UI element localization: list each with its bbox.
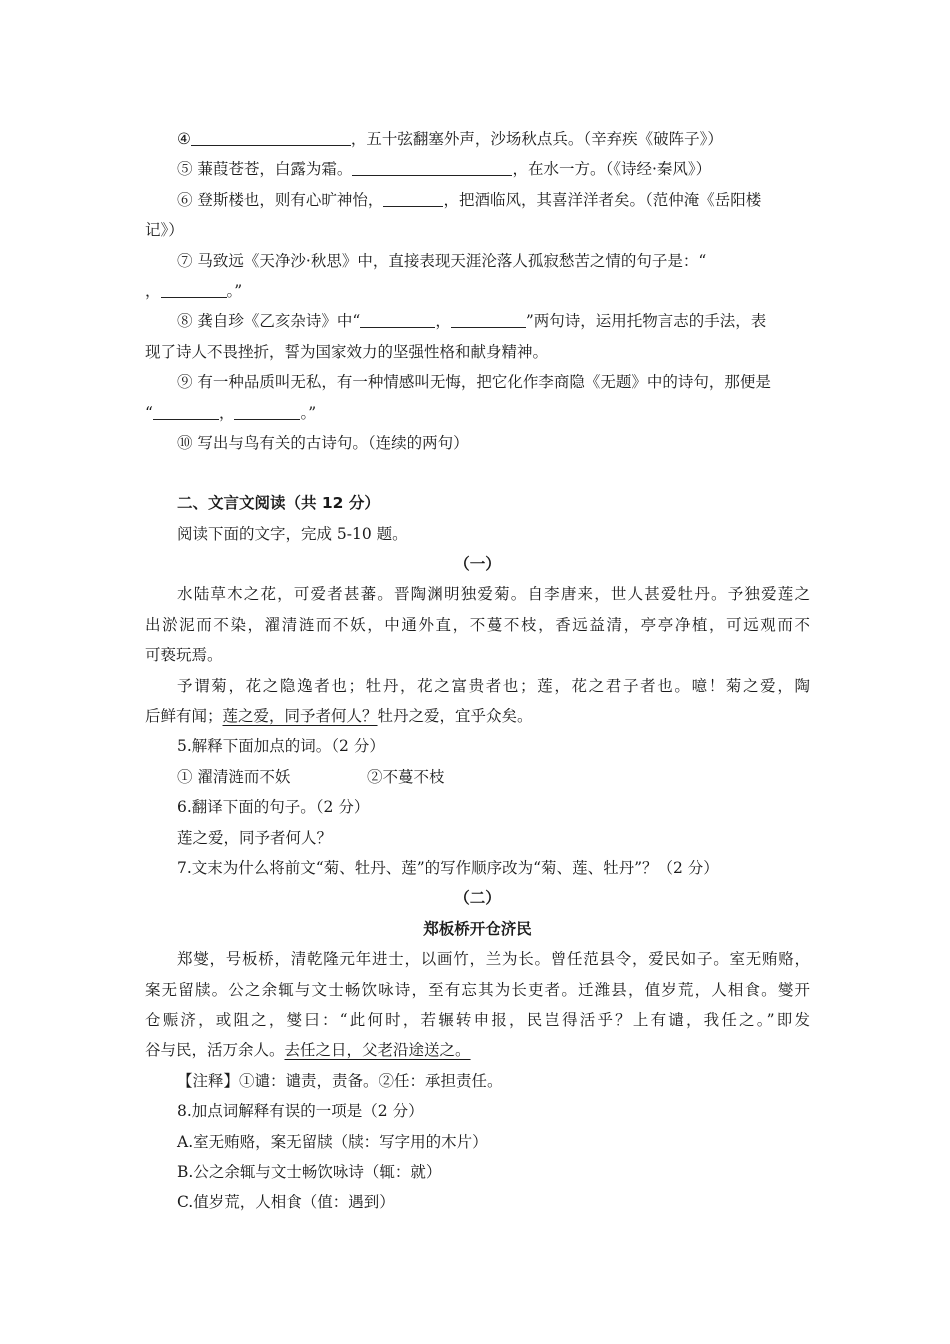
answer-blank[interactable] [383, 189, 443, 207]
passage-title: 郑板桥开仓济民 [423, 919, 532, 938]
question-8-option-c: C.值岁荒，人相食（值：遇到） [177, 1193, 395, 1212]
answer-blank[interactable] [360, 310, 435, 328]
passage-line: 仓赈济，或阻之，燮曰：“此何时，若辗转申报，民岂得活乎？上有谴，我任之。”即发 [145, 1010, 810, 1029]
item-text: ”两句诗，运用托物言志的手法，表 [525, 312, 767, 331]
passage-line: 案无留牍。公之余辄与文士畅饮咏诗，至有忘其为长吏者。迁潍县，值岁荒，人相食。燮开 [145, 980, 810, 999]
answer-blank[interactable] [451, 310, 526, 328]
poetry-item-6-cont: 记》） [145, 221, 184, 240]
item-text: ⑥ 登斯楼也，则有心旷神怡， [177, 190, 384, 209]
question-8-option-a: A.室无贿赂，案无留牍（牍：写字用的木片） [177, 1132, 488, 1151]
question-7: 7.文末为什么将前文“菊、牡丹、莲”的写作顺序改为“菊、莲、牡丹”？（2 分） [177, 858, 719, 877]
section-heading: 二、文言文阅读（共 12 分） [177, 494, 380, 513]
item-text: ， [218, 403, 235, 422]
question-option: ① 濯清涟而不妖 [177, 767, 291, 786]
item-text: ， [145, 281, 161, 300]
annotation-note: 【注释】①谴：谴责，责备。②任：承担责任。 [177, 1071, 503, 1090]
passage-label: （二） [454, 889, 501, 908]
poetry-item-4 [145, 124, 810, 154]
item-text: 。” [226, 281, 243, 300]
answer-blank[interactable] [234, 402, 300, 420]
poetry-item-8-cont: 现了诗人不畏挫折，誓为国家效力的坚强性格和献身精神。 [145, 342, 549, 361]
underlined-sentence: 去任之日，父老沿途送之。 [284, 1041, 471, 1060]
question-5: 5.解释下面加点的词。（2 分） [177, 737, 385, 756]
passage-line [145, 1035, 810, 1065]
question-5-options [145, 762, 810, 792]
passage-text: 后鲜有闻； [145, 707, 223, 726]
poetry-item-10: ⑩ 写出与鸟有关的古诗句。（连续的两句） [177, 433, 469, 452]
item-text: ，五十弦翻塞外声，沙场秋点兵。（辛弃疾《破阵子》） [350, 130, 723, 148]
passage-text: 谷与民，活万余人。 [145, 1041, 285, 1060]
question-8-option-b: B.公之余辄与文士畅饮咏诗（辄：就） [177, 1162, 442, 1181]
item-text: “ [145, 403, 153, 422]
poetry-item-9: ⑨ 有一种品质叫无私，有一种情感叫无悔，把它化作李商隐《无题》中的诗句，那便是 [177, 373, 771, 392]
passage-line [145, 701, 810, 731]
question-6-text: 莲之爱，同予者何人？ [177, 828, 333, 847]
poetry-item-8 [145, 306, 810, 336]
item-text: ， [435, 312, 451, 331]
question-6: 6.翻译下面的句子。（2 分） [177, 798, 370, 817]
item-text: ⑤ 蒹葭苍苍，白露为霜。 [177, 160, 353, 179]
item-text: ，在水一方。（《诗经·秦风》） [512, 160, 712, 179]
passage-text: 牡丹之爱，宜乎众矣。 [377, 707, 533, 726]
answer-blank[interactable] [352, 158, 512, 176]
item-text: ⑧ 龚自珍《乙亥杂诗》中“ [177, 312, 361, 331]
answer-blank[interactable] [191, 128, 351, 146]
item-text: ，把酒临风，其喜洋洋者矣。（范仲淹《岳阳楼 [443, 190, 762, 209]
document-page [145, 124, 810, 1218]
spacer [145, 458, 810, 488]
passage-label: （一） [454, 555, 501, 574]
passage-line: 予谓菊，花之隐逸者也；牡丹，花之富贵者也；莲，花之君子者也。噫！菊之爱，陶 [177, 676, 810, 695]
poetry-item-7: ⑦ 马致远《天净沙·秋思》中，直接表现天涯沦落人孤寂愁苦之情的句子是：“ [177, 251, 707, 270]
item-number: ④ [177, 130, 191, 148]
passage-line: 水陆草木之花，可爱者甚蕃。晋陶渊明独爱菊。自李唐来，世人甚爱牡丹。予独爱莲之 [177, 585, 810, 604]
item-text: 。” [300, 403, 317, 422]
answer-blank[interactable] [161, 280, 227, 298]
underlined-sentence: 莲之爱，同予者何人？ [222, 707, 378, 726]
question-option: ②不蔓不枝 [367, 767, 445, 786]
question-8: 8.加点词解释有误的一项是（2 分） [177, 1102, 424, 1121]
poetry-item-6 [145, 185, 810, 215]
answer-blank[interactable] [153, 402, 219, 420]
poetry-item-5 [145, 154, 810, 184]
passage-line: 郑燮，号板桥，清乾隆元年进士，以画竹，兰为长。曾任范县令，爱民如子。室无贿赂， [177, 950, 810, 969]
poetry-item-9-cont [145, 398, 810, 428]
poetry-item-7-cont [145, 276, 810, 306]
passage-line: 可亵玩焉。 [145, 646, 223, 665]
passage-line: 出淤泥而不染，濯清涟而不妖，中通外直，不蔓不枝，香远益清，亭亭净植，可远观而不 [145, 615, 810, 634]
section-intro: 阅读下面的文字，完成 5-10 题。 [177, 524, 408, 543]
